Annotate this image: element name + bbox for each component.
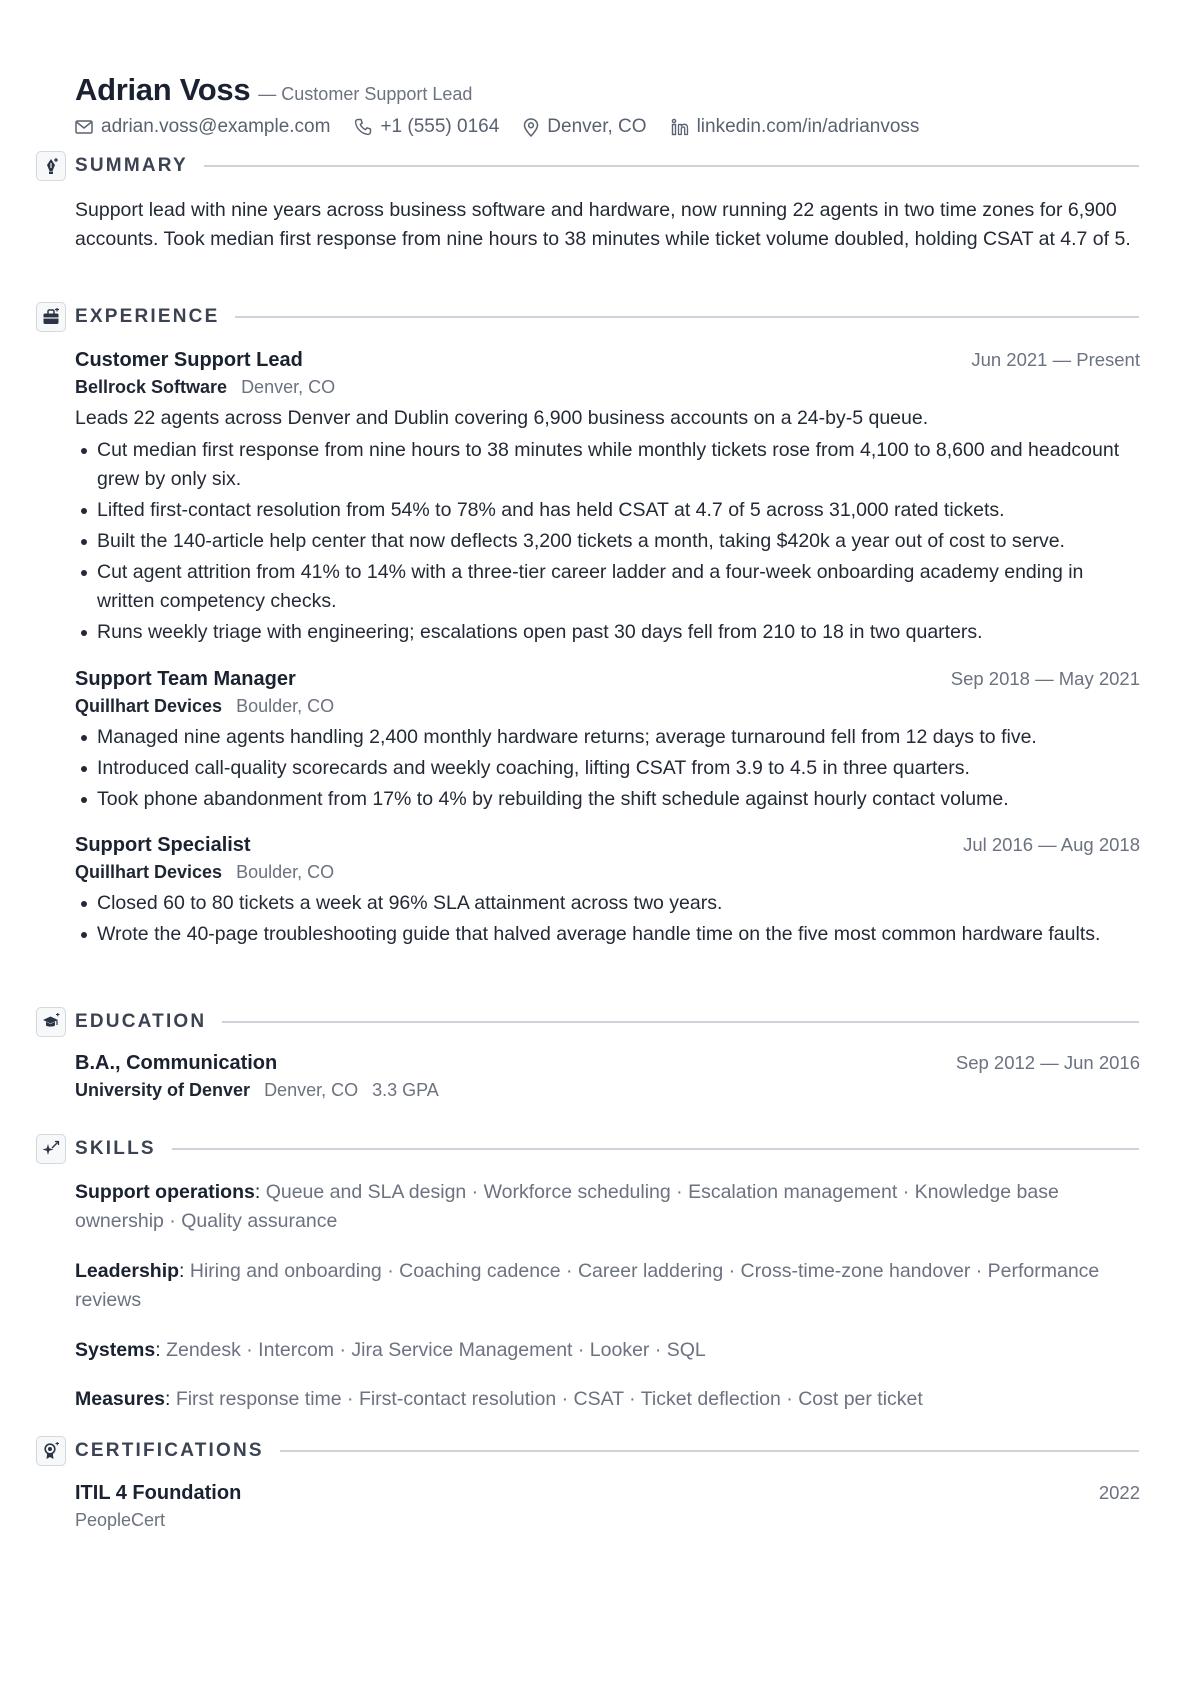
- school-location: Denver, CO: [264, 1080, 359, 1100]
- bullet-item: Runs weekly triage with engineering; escalations open past 30 days fell from 210 to 18 in two quarters.: [75, 618, 1140, 647]
- contact-email[interactable]: [75, 116, 330, 138]
- job-title-row: [75, 668, 1140, 691]
- school-row: [75, 1080, 1140, 1101]
- certifications-section-title: CERTIFICATIONS: [75, 1440, 264, 1461]
- contact-bar: [75, 116, 1140, 138]
- section-divider: [235, 316, 1139, 318]
- company-name: Quillhart Devices: [75, 862, 223, 882]
- bullet-item: Wrote the 40-page troubleshooting guide that halved average handle time on the five most common hardware faults.: [75, 920, 1140, 949]
- bullet-item: Managed nine agents handling 2,400 monthly hardware returns; average turnaround fell from 12 days to five.: [75, 723, 1140, 752]
- skills-section-header: [36, 1134, 1139, 1164]
- bullet-item: Took phone abandonment from 17% to 4% by rebuilding the shift schedule against hourly contact volume.: [75, 785, 1140, 814]
- certification-row: [75, 1482, 1140, 1505]
- bullet-item: Cut median first response from nine hours to 38 minutes while monthly tickets rose from 4,100 to 8,600 and headcount grew by only six.: [75, 436, 1140, 494]
- skill-items: First response time · First-contact resolution · CSAT · Ticket deflection · Cost per ticket: [175, 1388, 923, 1410]
- certification-issuer: PeopleCert: [75, 1510, 166, 1530]
- skill-items: Hiring and onboarding · Coaching cadence · Career laddering · Cross-time-zone handover · Performance reviews: [75, 1260, 1100, 1311]
- education-section-header: [36, 1007, 1139, 1037]
- section-divider: [280, 1450, 1139, 1452]
- job-title: Support Specialist: [75, 834, 251, 856]
- job-title: Support Team Manager: [75, 668, 296, 690]
- bullet-item: Introduced call-quality scorecards and weekly coaching, lifting CSAT from 3.9 to 4.5 in three quarters.: [75, 754, 1140, 783]
- certification-year: 2022: [1098, 1482, 1140, 1503]
- summary-section-title: SUMMARY: [75, 155, 188, 176]
- certification-entry: [75, 1482, 1140, 1531]
- mail-icon: [75, 120, 93, 134]
- job-title-row: [75, 349, 1140, 372]
- job-bullets: [75, 889, 1140, 949]
- skill-category: Support operations: [75, 1181, 255, 1203]
- pen-nib-icon: [36, 151, 66, 181]
- job-dates: Jul 2016 — Aug 2018: [963, 834, 1140, 855]
- skill-items: Queue and SLA design · Workforce scheduling · Escalation management · Knowledge base ownership · Quality assurance: [75, 1181, 1059, 1232]
- education-entry: [75, 1052, 1140, 1101]
- job-employer-row: [75, 377, 1140, 398]
- certification-name: ITIL 4 Foundation: [75, 1482, 242, 1504]
- candidate-subtitle: — Customer Support Lead: [258, 84, 473, 104]
- section-divider: [204, 165, 1139, 167]
- company-name: Bellrock Software: [75, 377, 228, 397]
- skill-category: Systems: [75, 1339, 156, 1361]
- section-divider: [172, 1148, 1139, 1150]
- summary-section-header: [36, 151, 1139, 181]
- experience-entry: [75, 834, 1140, 951]
- job-intro: Leads 22 agents across Denver and Dublin covering 6,900 business accounts on a 24-by-5 queue.: [75, 407, 929, 429]
- education-dates: Sep 2012 — Jun 2016: [955, 1052, 1140, 1073]
- job-dates: Sep 2018 — May 2021: [950, 668, 1140, 689]
- job-title: Customer Support Lead: [75, 349, 303, 371]
- briefcase-icon: [36, 302, 66, 332]
- summary-block: [75, 196, 1140, 254]
- name-row: [75, 72, 1140, 108]
- experience-section-header: [36, 302, 1139, 332]
- location-text: Denver, CO: [547, 116, 647, 137]
- skill-category: Leadership: [75, 1260, 180, 1282]
- resume-header: [75, 72, 1140, 138]
- experience-entry: [75, 668, 1140, 816]
- job-location: Boulder, CO: [236, 862, 335, 882]
- contact-location: [523, 116, 646, 138]
- contact-linkedin[interactable]: [671, 116, 920, 138]
- linkedin-text: linkedin.com/in/adrianvoss: [696, 116, 920, 137]
- skill-category: Measures: [75, 1388, 165, 1410]
- certifications-section-header: [36, 1436, 1139, 1466]
- graduation-cap-icon: [36, 1007, 66, 1037]
- school-name: University of Denver: [75, 1080, 251, 1100]
- candidate-name: Adrian Voss: [75, 72, 251, 107]
- bullet-item: Closed 60 to 80 tickets a week at 96% SLA attainment across two years.: [75, 889, 1140, 918]
- skills-block: [75, 1178, 1140, 1414]
- education-section-title: EDUCATION: [75, 1011, 207, 1032]
- job-location: Denver, CO: [241, 377, 336, 397]
- job-bullets: [75, 723, 1140, 814]
- skill-items: Zendesk · Intercom · Jira Service Management · Looker · SQL: [166, 1339, 706, 1361]
- skills-section-title: SKILLS: [75, 1138, 156, 1159]
- skill-group: Support operations: Queue and SLA design · Workforce scheduling · Escalation management · Knowledge base ownership · Quality assurance: [75, 1181, 1059, 1232]
- job-dates: Jun 2021 — Present: [971, 349, 1140, 370]
- location-pin-icon: [523, 118, 539, 137]
- bullet-item: Lifted first-contact resolution from 54% to 78% and has held CSAT at 4.7 of 5 across 31,000 rated tickets.: [75, 496, 1140, 525]
- job-bullets: [75, 436, 1140, 647]
- job-title-row: [75, 834, 1140, 857]
- degree-title: B.A., Communication: [75, 1052, 278, 1074]
- sparkle-icon: [36, 1134, 66, 1164]
- phone-icon: [354, 118, 372, 136]
- summary-text: Support lead with nine years across business software and hardware, now running 22 agents in two time zones for 6,900 accounts. Took median first response from nine hours to 38 minutes while ticket volume doubled, holding CSAT at 4.7 of 5.: [75, 199, 1131, 250]
- job-employer-row: [75, 696, 1140, 717]
- job-location: Boulder, CO: [236, 696, 335, 716]
- skill-group: Systems: Zendesk · Intercom · Jira Service Management · Looker · SQL: [75, 1339, 706, 1361]
- section-divider: [222, 1021, 1139, 1023]
- award-ribbon-icon: [36, 1436, 66, 1466]
- bullet-item: Built the 140-article help center that now deflects 3,200 tickets a month, taking $420k a year out of cost to serve.: [75, 527, 1140, 556]
- skill-group: Leadership: Hiring and onboarding · Coaching cadence · Career laddering · Cross-time-zone handover · Performance reviews: [75, 1260, 1100, 1311]
- experience-entry: [75, 349, 1140, 649]
- phone-text: +1 (555) 0164: [380, 116, 500, 137]
- skill-group: Measures: First response time · First-contact resolution · CSAT · Ticket deflection · Cost per ticket: [75, 1388, 923, 1410]
- bullet-item: Cut agent attrition from 41% to 14% with a three-tier career ladder and a four-week onboarding academy ending in written competency checks.: [75, 558, 1140, 616]
- experience-section-title: EXPERIENCE: [75, 306, 220, 327]
- certification-issuer-row: [75, 1510, 1140, 1531]
- degree-row: [75, 1052, 1140, 1075]
- job-employer-row: [75, 862, 1140, 883]
- contact-phone[interactable]: [354, 116, 499, 138]
- gpa: 3.3 GPA: [372, 1080, 439, 1100]
- email-text: adrian.voss@example.com: [101, 116, 331, 137]
- company-name: Quillhart Devices: [75, 696, 223, 716]
- linkedin-icon: [671, 118, 689, 136]
